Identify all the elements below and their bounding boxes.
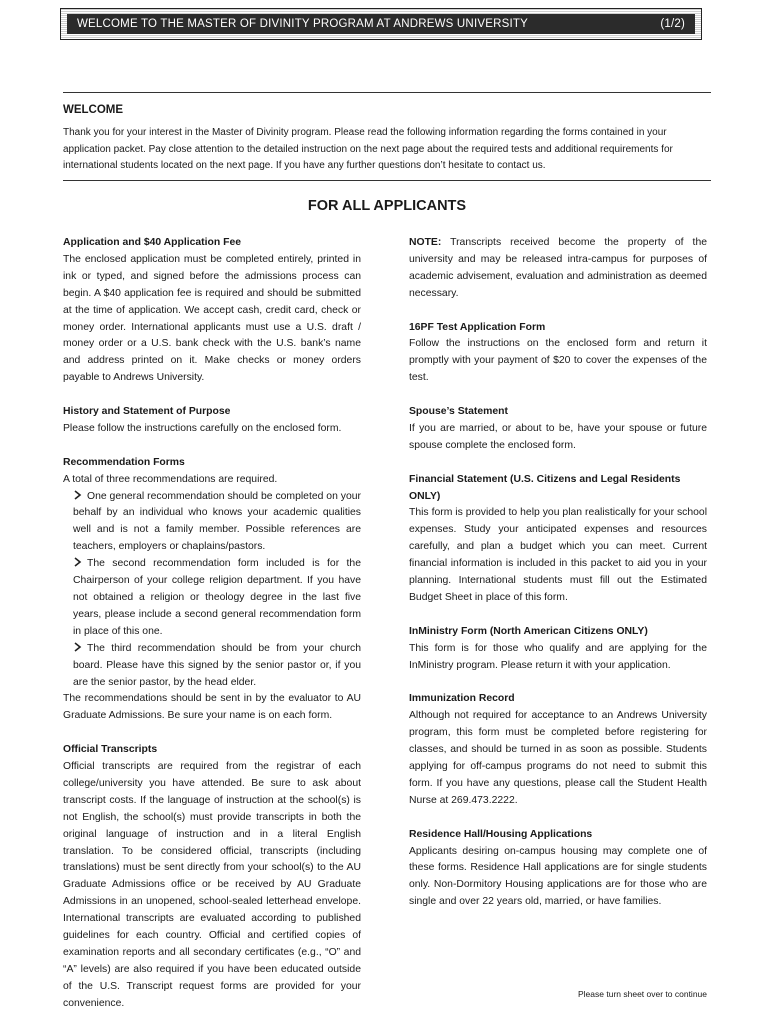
history-block (63, 404, 361, 438)
immunization-text: Although not required for acceptance to an Andrews University program, this form must be completed before registering for classes, and should be turned in as soon as possible. Students applying for off-campus programs do not need to submit this form. If you have any questions, please call the Student Health Nurse at 269.473.2222. (409, 710, 707, 806)
recommendation-item (63, 489, 361, 557)
transcripts-heading: Official Transcripts (63, 744, 158, 756)
page-indicator: (1/2) (660, 18, 685, 30)
recommendation-item (63, 641, 361, 692)
housing-block (409, 827, 707, 912)
history-text: Please follow the instructions carefully on the enclosed form. (63, 422, 342, 434)
fee-heading: Application and $40 Application Fee (63, 237, 242, 248)
left-column (63, 235, 361, 1013)
recommendations-outro: The recommendations should be sent in by the evaluator to AU Graduate Admissions. Be sure your name is on each form. (63, 693, 361, 722)
immunization-heading: Immunization Record (409, 693, 515, 705)
recommendation-item (63, 556, 361, 641)
recommendations-block (63, 455, 361, 726)
inministry-heading: InMinistry Form (North American Citizens ONLY) (409, 625, 648, 637)
recommendation-item-text: One general recommendation should be completed on your behalf by an individual who knows your academic qualities well and is not a family member. Possible references are teachers, employers or chaplains/pastors. (73, 490, 361, 553)
inministry-block (409, 624, 707, 675)
header-bar (67, 14, 695, 34)
welcome-text: Thank you for your interest in the Master of Divinity program. Please read the following information regarding the forms contained in your application packet. Pay close attention to the detailed instruction on the next page about the required tests and additional requirements for international students located on the next page. If you have any further questions don’t hesitate to contact us. (63, 127, 673, 171)
footer-note: Please turn sheet over to continue (578, 989, 707, 999)
chevron-right-icon (73, 642, 83, 652)
spouse-heading: Spouse’s Statement (409, 406, 508, 418)
section-divider (63, 180, 711, 181)
test16pf-heading: 16PF Test Application Form (409, 321, 546, 333)
housing-text: Applicants desiring on-campus housing may complete one of these forms. Residence Hall applications are for single students only. Non-Dormitory Housing applications are for those who are single and over 22 years old, married, or have families. (409, 845, 707, 908)
inministry-text: This form is for those who qualify and are applying for the InMinistry program. Please return it with your application. (409, 642, 707, 671)
header-title: WELCOME TO THE MASTER OF DIVINITY PROGRAM AT ANDREWS UNIVERSITY (77, 18, 528, 30)
top-divider (63, 92, 711, 93)
section-title: FOR ALL APPLICANTS (307, 198, 467, 214)
welcome-heading: WELCOME (63, 104, 124, 116)
transcripts-note-text (409, 235, 707, 303)
transcripts-note-body: Transcripts received become the property of the university and may be released intra-campus for purposes of academic advisement, evaluation and administration as deemed necessary. (409, 237, 708, 299)
note-label: NOTE: (409, 237, 442, 248)
right-column (409, 235, 707, 911)
transcripts-block (63, 742, 361, 1013)
recommendation-item-text: The second recommendation form included is for the Chairperson of your college religion department. If you have not obtained a religion or theology degree in the last five years, please include a second general recommendation form in place of this one. (73, 558, 361, 637)
recommendations-intro: A total of three recommendations are required. (63, 473, 278, 485)
transcripts-text: Official transcripts are required from the registrar of each college/university you have attended. Be sure to ask about transcript costs. If the language of instruction at the school(s) is not English, the school(s) must provide transcripts in both the original language of instruction and in a literal English translation. To be considered official, transcripts (including translations) must be sent directly from your school(s) to the AU Graduate Admissions office or be received by AU Graduate Admissions in an unopened, school-sealed letterhead envelope. International transcripts are evaluated according to published guidelines for each country. Official and certified copies of examination reports and all secondary certificates (e.g., “O” and “A” levels) are also required if you have been educated outside of the U.S. Transcript request forms are provided for your convenience. (63, 761, 361, 1009)
chevron-right-icon (73, 557, 83, 567)
financial-text: This form is provided to help you plan realistically for your school expenses. Study your anticipated expenses and resources carefully, and plan a budget which you can meet. Current financial information is included in this packet to aid you in your planning. International students must fill out the Estimated Budget Sheet in place of this form. (409, 507, 707, 603)
immunization-block (409, 691, 707, 809)
recommendation-item-text: The third recommendation should be from your church board. Please have this signed by the senior pastor or, if you are the senior pastor, by the head elder. (73, 642, 361, 688)
history-heading: History and Statement of Purpose (63, 406, 231, 418)
fee-text: The enclosed application must be completed entirely, printed in ink or typed, and signed before the admissions process can begin. A $40 application fee is required and should be submitted at the time of application. We accept cash, credit card, check or money order. International applicants must use a U.S. draft / money order or a U.S. bank check with the U.S. bank’s name and address printed on it. Make checks or money orders payable to Andrews University. (63, 253, 361, 384)
spouse-block (409, 404, 707, 455)
spouse-text: If you are married, or about to be, have your spouse or future spouse complete the enclosed form. (409, 422, 707, 451)
transcripts-continued (409, 235, 707, 303)
fee-block (63, 235, 361, 387)
recommendations-heading: Recommendation Forms (63, 456, 185, 468)
housing-heading: Residence Hall/Housing Applications (409, 828, 593, 840)
header-banner (60, 8, 702, 40)
test16pf-text: Follow the instructions on the enclosed form and return it promptly with your payment of $20 to cover the expenses of the test. (409, 338, 707, 384)
financial-block (409, 472, 707, 607)
financial-heading: Financial Statement (U.S. Citizens and Legal Residents ONLY) (409, 473, 681, 502)
test16pf-block (409, 320, 707, 388)
chevron-right-icon (73, 490, 83, 500)
